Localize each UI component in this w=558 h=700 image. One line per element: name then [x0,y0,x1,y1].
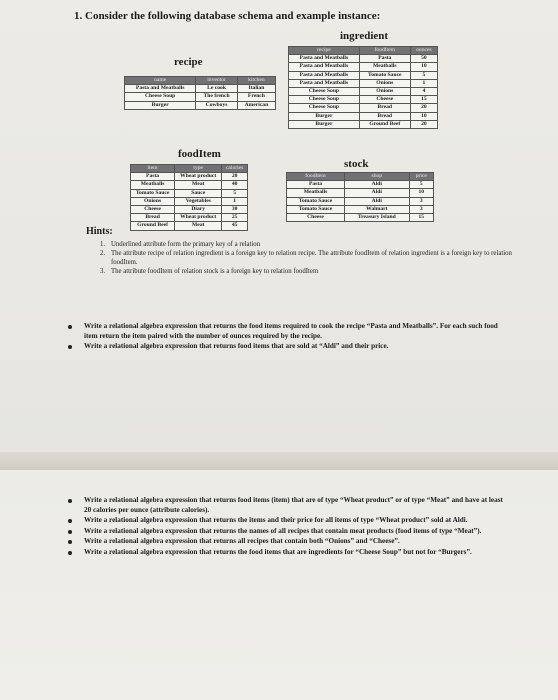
table-row [125,93,276,101]
table-cell: 5 [410,71,437,79]
table-cell: Bread [359,104,410,112]
table-cell: Vegetables [175,197,222,205]
question-heading: 1. Consider the following database schema and example instance: [74,10,381,22]
table-cell: 50 [410,55,437,63]
table-row [287,189,434,197]
table-cell: Onions [359,88,410,96]
hint-item: 2. The attribute recipe of relation ingredient is a foreign key to relation recipe. The attribute foodItem of relation ingredient is a foreign key to relation foodItem. [100,250,512,266]
table-row [125,101,276,109]
table-cell: 3 [409,197,433,205]
table-cell: 20 [410,120,437,128]
table-cell: Pasta and Meatballs [289,63,360,71]
table-row [131,206,248,214]
table-cell: 10 [410,112,437,120]
table-row [289,104,438,112]
table-row [125,85,276,93]
table-cell: Meat [175,181,222,189]
table-cell: Ground Beef [131,222,175,230]
table-cell: Aldi [345,181,410,189]
table-row [289,96,438,104]
table-row [289,71,438,79]
task-item: Write a relational algebra expression that returns the food items required to cook the recipe “Pasta and Meatballs”. For each such food item return the item paired with the number of ounces required by the recipe. [66,322,506,341]
table-cell: 45 [222,222,248,230]
table-cell: 40 [222,181,248,189]
column-header: shop [345,173,410,181]
table-row [287,197,434,205]
table-cell: Tomato Sauce [287,205,345,213]
table-cell: Cheese Soup [289,104,360,112]
table-cell: Pasta and Meatballs [125,85,196,93]
table-header-row [289,47,438,55]
table-cell: Tomato Sauce [359,71,410,79]
table-cell: 20 [410,104,437,112]
table-cell: Cheese Soup [289,88,360,96]
table-cell: Cheese [287,214,345,222]
fooditem-table-title: foodItem [178,148,221,160]
column-header: item [131,165,175,173]
hints-list [100,240,520,276]
table-row [131,214,248,222]
recipe-table-title: recipe [174,56,203,68]
table-cell: 20 [222,173,248,181]
table-cell: Pasta and Meatballs [289,71,360,79]
table-cell: Pasta [131,173,175,181]
column-header: type [175,165,222,173]
table-cell: Meatballs [287,189,345,197]
table-row [131,222,248,230]
stock-table [286,172,434,222]
column-header: ounces [410,47,437,55]
table-row [131,173,248,181]
table-cell: 15 [410,96,437,104]
table-cell: The french [196,93,238,101]
column-header: name [125,77,196,85]
recipe-table [124,76,276,110]
table-row [289,79,438,87]
hint-item: 1. Underlined attribute form the primary key of a relation [100,241,261,248]
table-cell: 1 [222,197,248,205]
table-cell: Ground Beef [359,120,410,128]
table-cell: Cowboys [196,101,238,109]
table-cell: 10 [409,189,433,197]
column-header: calories [222,165,248,173]
table-row [287,181,434,189]
table-row [289,88,438,96]
table-row [289,55,438,63]
table-row [287,205,434,213]
table-cell: Bread [359,112,410,120]
table-row [131,189,248,197]
table-cell: Cheese Soup [289,96,360,104]
task-list-part2 [66,496,506,559]
table-cell: French [237,93,275,101]
hint-item: 3. The attribute foodItem of relation stock is a foreign key to relation foodItem [100,268,319,275]
table-cell: Pasta [359,55,410,63]
table-cell: Sauce [175,189,222,197]
table-cell: Tomato Sauce [287,197,345,205]
table-row [289,120,438,128]
table-cell: 5 [409,181,433,189]
table-cell: Cheese Soup [125,93,196,101]
table-cell: 15 [409,214,433,222]
table-cell: Diary [175,206,222,214]
table-cell: Onions [131,197,175,205]
table-cell: Cheese [131,206,175,214]
table-cell: Meat [175,222,222,230]
table-cell: Wheat product [175,214,222,222]
table-cell: Pasta [287,181,345,189]
table-cell: American [237,101,275,109]
column-header: foodItem [287,173,345,181]
table-cell: 25 [222,214,248,222]
table-cell: Aldi [345,189,410,197]
task-item: Write a relational algebra expression that returns the food items that are ingredients for “Cheese Soup” but not for “Burgers”. [66,548,506,558]
task-item: Write a relational algebra expression that returns the names of all recipes that contain meat products (food items of type “Meat”). [66,527,506,537]
column-header: recipe [289,47,360,55]
table-cell: 10 [410,63,437,71]
task-item: Write a relational algebra expression that returns the items and their price for all items of type “Wheat product” sold at Aldi. [66,516,506,526]
table-cell: Pasta and Meatballs [289,79,360,87]
column-header: kitchen [237,77,275,85]
table-cell: Walmart [345,205,410,213]
task-item: Write a relational algebra expression that returns all recipes that contain both “Onions” and “Cheese”. [66,537,506,547]
table-cell: Aldi [345,197,410,205]
ingredient-table-title: ingredient [340,30,389,42]
table-cell: Pasta and Meatballs [289,55,360,63]
table-cell: 1 [410,79,437,87]
table-cell: Burger [289,112,360,120]
table-header-row [125,77,276,85]
ingredient-table [288,46,438,129]
table-cell: Cheese [359,96,410,104]
table-cell: 3 [409,205,433,213]
stock-table-title: stock [344,158,369,170]
hints-heading: Hints: [86,226,113,237]
table-cell: Le cook [196,85,238,93]
table-header-row [287,173,434,181]
table-row [289,112,438,120]
table-row [289,63,438,71]
table-cell: Bread [131,214,175,222]
page-divider [0,452,558,470]
table-cell: Onions [359,79,410,87]
table-cell: 4 [410,88,437,96]
table-cell: 5 [222,189,248,197]
table-cell: Meatballs [359,63,410,71]
table-row [131,181,248,189]
table-row [287,214,434,222]
table-row [131,197,248,205]
table-cell: Wheat product [175,173,222,181]
table-cell: Burger [125,101,196,109]
fooditem-table [130,164,248,231]
task-item: Write a relational algebra expression that returns food items that are sold at “Aldi” and their price. [66,342,506,352]
table-cell: Treasury Island [345,214,410,222]
column-header: price [409,173,433,181]
table-cell: 30 [222,206,248,214]
table-cell: Burger [289,120,360,128]
task-list-part1 [66,322,506,353]
column-header: inventor [196,77,238,85]
table-cell: Meatballs [131,181,175,189]
table-header-row [131,165,248,173]
table-cell: Tomato Sauce [131,189,175,197]
column-header: foodItem [359,47,410,55]
task-item: Write a relational algebra expression that returns food items (item) that are of type “Wheat product” or of type “Meat” and have at least 20 calories per ounce (attribute calories). [66,496,506,515]
table-cell: Italian [237,85,275,93]
